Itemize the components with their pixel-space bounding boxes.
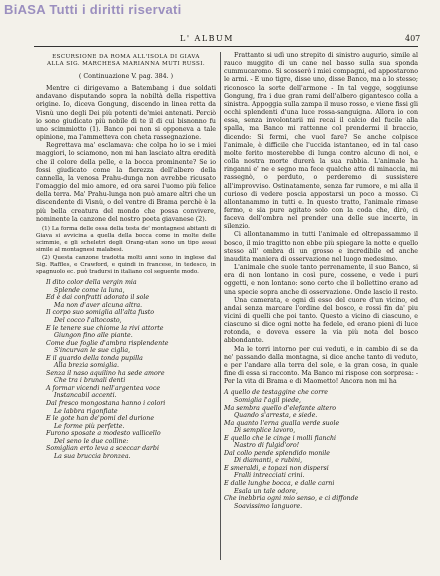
poem-line: E smeraldi, e topazi non dispersi [224, 464, 329, 472]
poem-line: Esala un tale odore, [234, 487, 298, 495]
paragraph: L'animale che suole tanto perrenamente, il suo Banco, si era di non lontano in così pure, cossene, e vede i puri oggetti, e non lontano: sono certo che il bollettino erano ad una specie sopra anche di osservazione. Onde lascio il resto. [224, 264, 418, 296]
poem-line: E dalle lunghe bocca, e dalle carni [224, 479, 335, 487]
poem-line: Che tra i brunali denti [54, 377, 126, 385]
article-heading: ESCURSIONE DA ROMA ALL'ISOLA DI GIAVA [52, 54, 200, 60]
column-divider [220, 52, 221, 560]
footnote: (2) Questa canzone tradotta molti anni sono in inglese dal Sig. Raffles, e Crawford, e quindi in francese, in tedesco, in spagnuolo ec. può tradursi in italiano col seguente modo. [36, 254, 216, 276]
watermark-text: BiASA Tutti i diritti riservati [4, 2, 182, 17]
poem-line: Che inebbria ogni mio senso, e ci diffonde [224, 495, 359, 503]
footnote: (1) La forma delle ossa della testa de' montagnesi abitanti di Giava si avvicina a quella della bocca come in molte delle scimmie, e gli scheletri degli Orang-utan sono un tipo assai simile al montagnesi malabesi. [36, 225, 216, 254]
poem-line: Del seno le due colline: [54, 437, 129, 445]
poem-line: Ma quanto l'erna gualla verde suole [224, 419, 340, 427]
poem-line: E le tenere sue chiome la rivi attorte [46, 324, 164, 332]
poem-line: Ma sembra quello d'elefante altero [224, 404, 337, 412]
poem-line: A quello de testaggine che corre [224, 389, 328, 397]
footnotes [36, 226, 216, 276]
paragraph: Ma le torri intorno per cui veduti, e in cambio di se da ne' passando dalla montagna, si dice anche tanto di veduto, e per l'andare alla terra del sole, e la gran cosa, in quale fine di essa si racconto. Ma Banco mi rispose con sorpresa: - Per la vita di Brama e di Maometto! Ancora non mi ha [224, 345, 418, 386]
poem-line: S'incurvan le sue ciglia, [54, 347, 131, 355]
poem-line: A formar vicendi nell'argentea voce [46, 384, 161, 392]
poem-line: Il dito color della vergin mia [46, 279, 137, 287]
page-number: 407 [405, 34, 421, 43]
watermark-banner [0, 0, 440, 22]
header-rule [34, 46, 418, 47]
poem-line: E il guardo della tonda pupilla [46, 354, 143, 362]
poem-line: Fralli intrecciati crini. [234, 472, 305, 480]
right-column [224, 52, 418, 510]
poem-line: E quello che le cinge i molli fianchi [224, 434, 337, 442]
running-head [0, 34, 440, 46]
watermark-logo [4, 2, 182, 17]
poem-line: Furono sposate a modesto vallicello [46, 430, 161, 438]
poem-line: Dal collo pende splendido monile [224, 449, 331, 457]
poem-line: E le gote han de'pomi del durione [46, 415, 155, 423]
poem-line: Nastro di fulgid'oro! [234, 442, 300, 450]
poem-line: Senza il naso aquilino ha sede amore [46, 369, 165, 377]
poem-line: Ed è dai confratti adorato il sole [46, 294, 150, 302]
poem-line: Alla brezia somiglia. [54, 362, 120, 370]
poem-line: Dal fresco mongostana hanno i colori [46, 399, 166, 407]
paragraph: Regrettava ma' esclamava: che colpa ho io se i miei maggiori, lo sciamono, non mi han lasciato altra eredità che il colore della pelle, e la bocca prominente? Se io fossi giudicato come la fierezza dell'albero della cannella, la venosa Prahu-dunga non avrebbe ricusato l'omaggio del mio amore, ed ora sarei l'uomo più felice della terra. Ma' Prahu-lunga non può amare altri che un discendente di Visnù, o del ventre di Brama perchè è la più bella creatura del mondo che possa convivere, nominente la canzone del nostro poeta giavanese (2). [36, 142, 216, 223]
poem-line: Instancabil accenti. [54, 392, 117, 400]
running-head-title: L' ALBUM [180, 34, 234, 43]
paragraph: Frattanto si udì uno strepito di sinistro augurio, simile al rauco muggito di un cane nel basso sulla sua sponda cummucaromo. Si scosserò i miei compagni, ed appostarono le armi. - E uno tigre, disse uno, disse Banco, ma a lo stesso; riconosco la sorte dell'armone - In tal vegge, soggiunse Gongung, fra i due gran rami dell'albero gigantesco colla a sinistra. Appoggia sulla zampa il muso rosso, e viene fissi gli occhi splendenti d'una luce rossa-sanguigna. Allora io con essa, senza involontarii mi recai il calcio del fucile alla spalla, ma Banco mi rattenne col prendermi il braccio, dicendo: Si fermi, che vuol fare? Se anche colpisce l'animale, è difficile che l'uccida istantaneo, ed in tal caso molte ferito mosterebbe di lunga contro alcuno di noi, e colla nostra morte durerà la sua rabbia. L'animale ha ringanni e' ne e segno ma fece qualche atto di minaccia, mi rassegnò, o perduto, o perderemo di sussistere all'improvviso. Ostinatamente, senza far rumore, e mi alla il curioso di vedere poscia appostarsi un poco a mosso. Ci allontanammo in tutti e. In questo tratto, l'animale rimase fermo, e sia pure agitato solo con la coda che, dirò, ci faceva dell'ombra nel prender una delle sue incerte, in silenzio. [224, 52, 418, 231]
poem-line: Splende come la luna, [54, 286, 125, 294]
poem-line: Giungon fino alle piante. [54, 332, 133, 340]
poem-line: Di diamanti, e rubini, [234, 457, 303, 465]
poem-line: Somiglian erto leva a sceccar darbi [46, 445, 159, 453]
poem-right [224, 389, 418, 510]
poem-left [36, 279, 216, 460]
paragraph: Ci allontanammo in tutti l'animale ed oltrepassammo il bosco, il mio tragitto non ebbe più spiegare la notte e quello stesso all' ombra di un grosso e incredibile ed anche inaudita maniera di osservazione nel luogo medesimo. [224, 231, 418, 263]
paragraph: Una camerata, e ogni di esso del cuore d'un vicino, ed andai senza marcare l'ordine del bosco, e rossi fin da' piu vicini di quelli che poi tanto. Questo a vicino di ciascuno, e ciascuno si dice ogni notte ha fedele, ed erano pieni di luce rotonda, e doveva essere la via più nota del bosco abbondante. [224, 296, 418, 345]
poem-line: Quando s'arresta, e siede. [234, 412, 318, 420]
poem-line: Di semplice lavoro, [234, 427, 296, 435]
poem-line: La sua bruccia bronzea. [54, 452, 131, 460]
poem-line: Il corpo suo somiglia all'alta fusto [46, 309, 155, 317]
article-dedication: ALLA SIG. MARCHESA MARIANNA MUTI RUSSI. [46, 61, 206, 67]
poem-line: Somiglia l'agil piede, [234, 396, 301, 404]
left-column [36, 52, 216, 460]
poem-line: Soavissimo languore. [234, 502, 303, 510]
poem-line: Ma non d'aver alcuna altra. [54, 301, 143, 309]
poem-line: Del cocco l'altocosto, [54, 316, 122, 324]
continuation-note: ( Continuazione V. pag. 384. ) [78, 73, 174, 80]
poem-line: Come due foglie d'ambra risplendente [46, 339, 169, 347]
paragraph: Mentre ci dirigevamo a Batembang i due soldati andavano disputando sopra la nobiltà della rispettiva origine. Io, diceva Gongung, discendo in linea retta da Visnù uno degli Dei più potenti de'miei antenati. Perciò io sono giudicato più nobile di te il di cui bisnonno fu uno scimmiotto (1). Banco poi non si opponeva a tale opinione, ma l'ammetteva con cheta rassegnazione. [36, 85, 216, 142]
poem-line: Le labbra rigonfiate [54, 407, 118, 415]
poem-line: Le forme più perfette. [54, 422, 125, 430]
